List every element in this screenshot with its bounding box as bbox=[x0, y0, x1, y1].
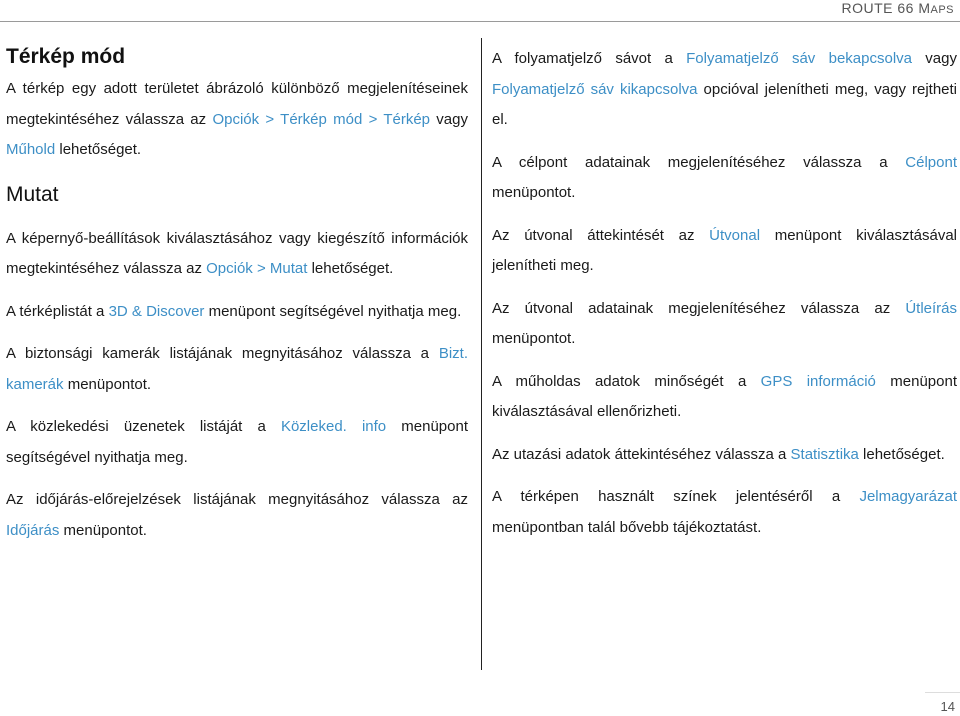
page-number: 14 bbox=[940, 699, 955, 714]
paragraph-progress-bar: A folyamatjelző sávot a Folyamatjelző sáv bekapcsolva vagy Folyamatjelző sáv kikapcsolva opcióval jelenítheti meg, vagy rejtheti el. bbox=[492, 50, 958, 128]
column-divider bbox=[481, 38, 482, 670]
section-heading-map-mode: Térkép mód bbox=[6, 45, 126, 68]
paragraph-traffic-info: A közlekedési üzenetek listáját a Közleked. info menüpont segítségével nyithatja meg. bbox=[6, 418, 469, 466]
paragraph-weather: Az időjárás-előrejelzések listájának megnyitásához válassza az Időjárás menüpontot. bbox=[6, 491, 468, 539]
paragraph-show: A képernyő-beállítások kiválasztásához vagy kiegészítő információk megtekintéséhez válassza az Opciók > Mutat lehetőséget. bbox=[6, 229, 468, 277]
paragraph-map-mode: A térkép egy adott területet ábrázoló különböző megjelenítéseinek megtekintéséhez válassza az Opciók > Térkép mód > Térkép vagy Műhold lehetőséget. bbox=[6, 80, 468, 158]
footer-rule bbox=[925, 692, 960, 693]
left-column bbox=[6, 40, 468, 546]
paragraph-3d-discover: A térképlistát a 3D & Discover menüpont segítségével nyithatja meg. bbox=[6, 302, 462, 320]
paragraph-route-description: Az útvonal adatainak megjelenítéséhez válassza az Útleírás menüpontot. bbox=[492, 299, 957, 347]
paragraph-gps-info: A műholdas adatok minőségét a GPS információ menüpont kiválasztásával ellenőrizheti. bbox=[492, 372, 957, 420]
paragraph-legend: A térképen használt színek jelentéséről a Jelmagyarázat menüpontban talál bővebb tájékoztatást. bbox=[492, 488, 957, 536]
paragraph-statistics: Az utazási adatok áttekintéséhez válassza a Statisztika lehetőséget. bbox=[492, 445, 945, 463]
paragraph-destination: A célpont adatainak megjelenítéséhez válassza a Célpont menüpontot. bbox=[492, 153, 957, 201]
running-title: ROUTE 66 MAPS bbox=[841, 0, 954, 16]
page-header bbox=[0, 0, 960, 22]
paragraph-route: Az útvonal áttekintését az Útvonal menüpont kiválasztásával jelenítheti meg. bbox=[492, 226, 957, 274]
section-heading-show: Mutat bbox=[6, 182, 59, 206]
right-column bbox=[492, 44, 957, 543]
paragraph-safety-cameras: A biztonsági kamerák listájának megnyitásához válassza a Bizt. kamerák menüpontot. bbox=[6, 345, 468, 393]
